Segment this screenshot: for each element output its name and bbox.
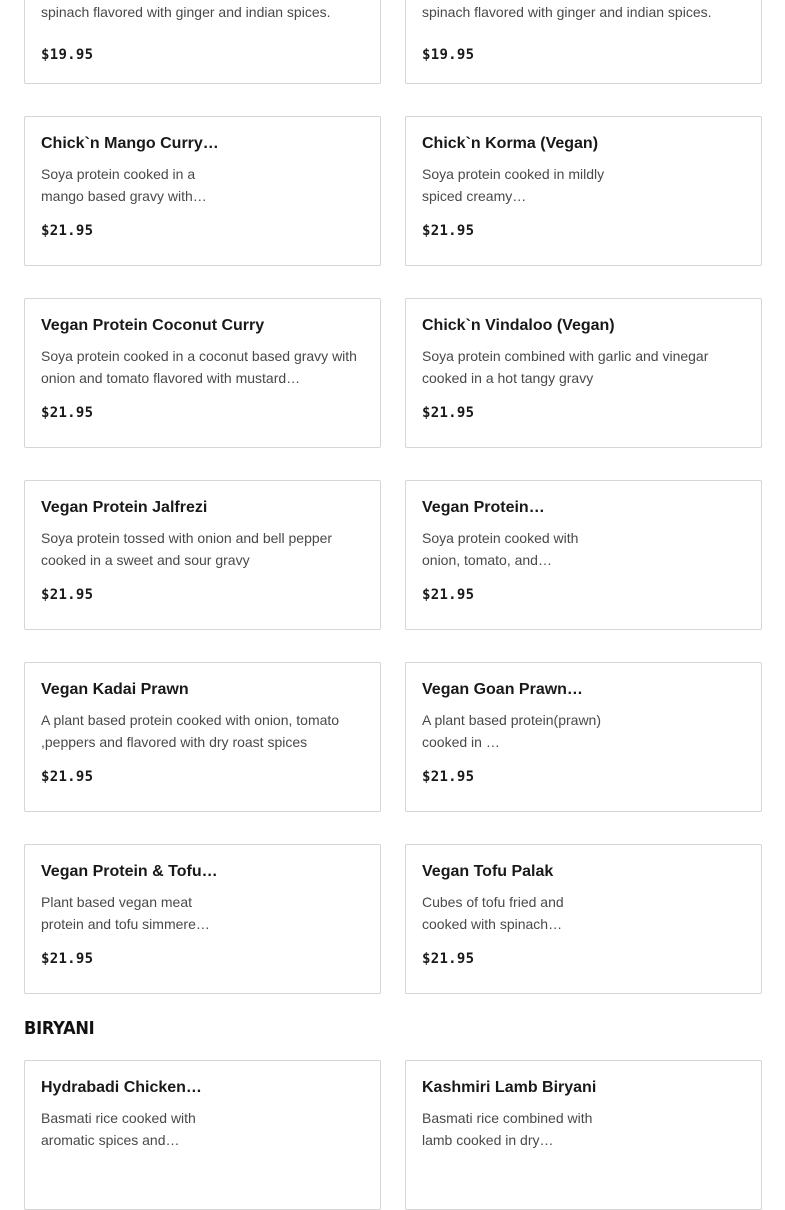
item-description: spinach flavored with ginger and indian spices.: [422, 4, 712, 20]
item-price: $21.95: [422, 951, 475, 967]
item-price: $21.95: [41, 405, 94, 421]
item-name: Vegan Tofu Palak: [422, 863, 554, 880]
item-name: Vegan Protein Jalfrezi: [41, 499, 208, 516]
item-price: $21.95: [41, 223, 94, 239]
item-price: $21.95: [41, 587, 94, 603]
item-description: A plant based protein(prawn) cooked in …: [422, 712, 601, 750]
item-name: Kashmiri Lamb Biryani: [422, 1079, 597, 1096]
menu-item-card[interactable]: [24, 0, 381, 84]
menu-item-card[interactable]: [24, 662, 381, 812]
item-description: Soya protein tossed with onion and bell pepper cooked in a sweet and sour gravy: [41, 530, 333, 568]
section-heading-biryani: BIRYANI: [24, 1018, 95, 1039]
item-description: Soya protein cooked in a mango based gravy with…: [41, 166, 207, 204]
item-description: Soya protein cooked with onion, tomato, and…: [422, 530, 579, 568]
item-description: Soya protein combined with garlic and vinegar cooked in a hot tangy gravy: [422, 348, 709, 386]
item-price: $21.95: [41, 769, 94, 785]
item-price: $21.95: [422, 769, 475, 785]
item-description: Basmati rice cooked with aromatic spices and…: [41, 1110, 196, 1148]
item-name: Chick`n Mango Curry…: [41, 135, 219, 152]
menu-item-card[interactable]: [405, 844, 762, 994]
item-price: $21.95: [41, 951, 94, 967]
item-description: spinach flavored with ginger and indian spices.: [41, 4, 331, 20]
item-name: Vegan Protein Coconut Curry: [41, 317, 265, 334]
menu-item-card[interactable]: [405, 1060, 762, 1210]
menu-item-card[interactable]: [24, 480, 381, 630]
item-description: Soya protein cooked in a coconut based gravy with onion and tomato flavored with mustard…: [41, 348, 357, 386]
item-name: Vegan Goan Prawn…: [422, 681, 583, 698]
item-name: Vegan Protein…: [422, 499, 545, 516]
menu-item-card[interactable]: [24, 116, 381, 266]
item-name: Chick`n Vindaloo (Vegan): [422, 317, 615, 334]
item-description: A plant based protein cooked with onion, tomato ,peppers and flavored with dry roast spices: [41, 712, 340, 750]
item-description: Soya protein cooked in mildly spiced creamy…: [422, 166, 605, 204]
menu-item-card[interactable]: [24, 298, 381, 448]
menu-item-card[interactable]: [24, 1060, 381, 1210]
item-price: $21.95: [422, 587, 475, 603]
item-name: Chick`n Korma (Vegan): [422, 135, 599, 152]
item-price: $21.95: [422, 405, 475, 421]
item-price: $19.95: [422, 47, 475, 63]
item-price: $19.95: [41, 47, 94, 63]
menu-item-card[interactable]: [405, 116, 762, 266]
menu-item-card[interactable]: [405, 480, 762, 630]
menu-item-card[interactable]: [405, 298, 762, 448]
item-name: Vegan Protein & Tofu…: [41, 863, 218, 880]
menu-item-card[interactable]: [405, 662, 762, 812]
menu-item-card[interactable]: [405, 0, 762, 84]
item-name: Vegan Kadai Prawn: [41, 681, 189, 698]
item-description: Cubes of tofu fried and cooked with spinach…: [422, 894, 564, 932]
item-price: $21.95: [422, 223, 475, 239]
item-description: Basmati rice combined with lamb cooked in dry…: [422, 1110, 593, 1148]
menu-item-card[interactable]: [24, 844, 381, 994]
item-description: Plant based vegan meat protein and tofu simmere…: [41, 894, 210, 932]
item-name: Hydrabadi Chicken…: [41, 1079, 202, 1096]
